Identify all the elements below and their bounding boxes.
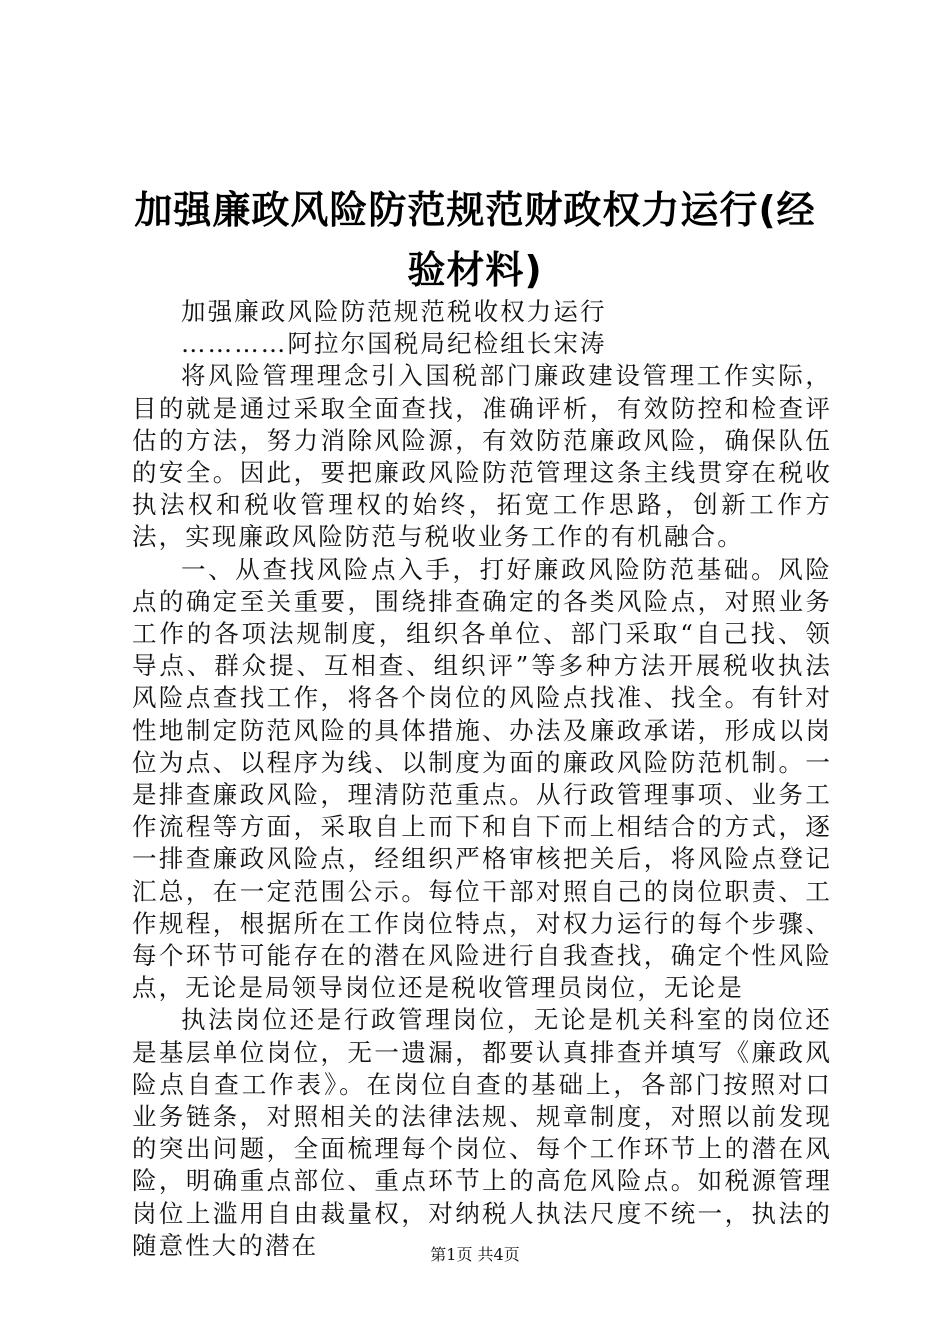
document-body bbox=[132, 296, 832, 1262]
page-footer: 第1页 共4页 bbox=[430, 1245, 520, 1264]
body-paragraph: 执法岗位还是行政管理岗位，无论是机关科室的岗位还是基层单位岗位，无一遗漏，都要认真排查并填写《廉政风险点自查工作表》。在岗位自查的基础上，各部门按照对口业务链条，对照相关的法律法规、规章制度，对照以前发现的突出问题，全面梳理每个岗位、每个工作环节上的潜在风险，明确重点部位、重点环节上的高危风险点。如税源管理岗位上滥用自由裁量权，对纳税人执法尺度不统一，执法的随意性大的潜在 bbox=[132, 1005, 832, 1260]
document-subtitle: 加强廉政风险防范规范税收权力运行 bbox=[181, 297, 607, 326]
document-title: 加强廉政风险防范规范财政权力运行(经验材料) bbox=[134, 188, 816, 292]
document-byline: …………阿拉尔国税局纪检组长宋涛 bbox=[181, 329, 607, 359]
body-paragraph: 将风险管理理念引入国税部门廉政建设管理工作实际，目的就是通过采取全面查找，准确评析，有效防控和检查评估的方法，努力消除风险源，有效防范廉政风险，确保队伍的安全。因此，要把廉政风险防范管理这条主线贯穿在税收执法权和税收管理权的始终，拓宽工作思路，创新工作方法，实现廉政风险防范与税收业务工作的有机融合。 bbox=[132, 361, 832, 552]
body-paragraph: 一、从查找风险点入手，打好廉政风险防范基础。风险点的确定至关重要，围绕排查确定的各类风险点，对照业务工作的各项法规制度，组织各单位、部门采取“自己找、领导点、群众提、互相查、组织评”等多种方法开展税收执法风险点查找工作，将各个岗位的风险点找准、找全。有针对性地制定防范风险的具体措施、办法及廉政承诺，形成以岗位为点、以程序为线、以制度为面的廉政风险防范机制。一是排查廉政风险，理清防范重点。从行政管理事项、业务工作流程等方面，采取自上而下和自下而上相结合的方式，逐一排查廉政风险点，经组织严格审核把关后，将风险点登记汇总，在一定范围公示。每位干部对照自己的岗位职责、工作规程，根据所在工作岗位特点，对权力运行的每个步骤、每个环节可能存在的潜在风险进行自我查找，确定个性风险点，无论是局领导岗位还是税收管理员岗位，无论是 bbox=[132, 554, 832, 1003]
